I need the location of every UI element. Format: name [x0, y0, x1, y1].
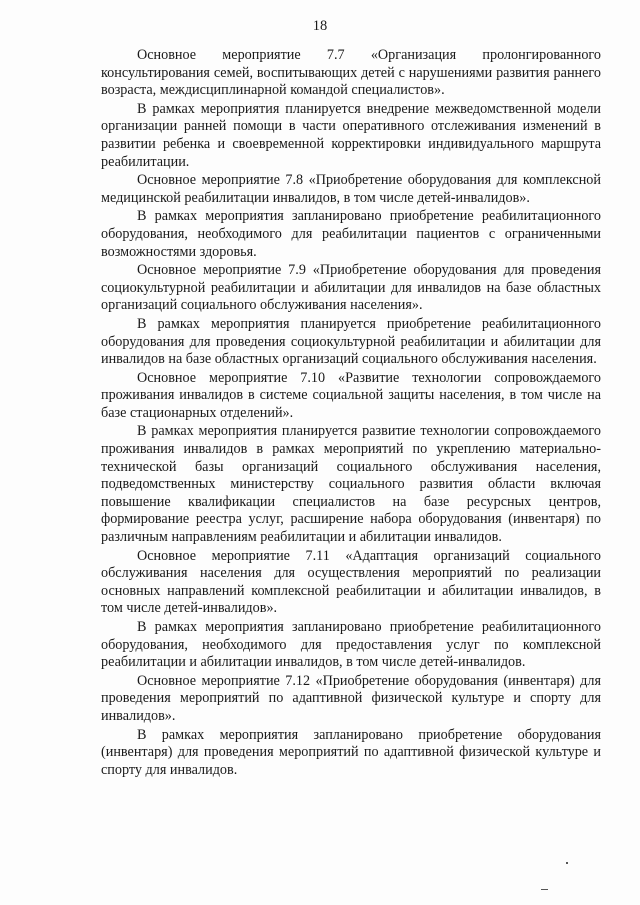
scan-artifact — [541, 889, 548, 890]
paragraph-7-12-description: В рамках мероприятия запланировано приобретение оборудования (инвентаря) для проведения мероприятий по адаптивной физической культуре и спорту для инвалидов. — [101, 726, 601, 778]
page-number: 18 — [312, 18, 328, 34]
paragraph-7-8-description: В рамках мероприятия запланировано приобретение реабилитационного оборудования, необходимого для реабилитации пациентов с ограниченными возможностями здоровья. — [101, 208, 601, 260]
paragraph-7-10-description: В рамках мероприятия планируется развитие технологии сопровождаемого проживания инвалидов в рамках мероприятий по укреплению материально-технической базы организаций социального обслуживания населения, подведомственных министерству социального развития области включая повышение квалификации специалистов на базе ресурсных центров, формирование реестра услуг, расширение набора оборудования (инвентаря) по различным направлениям реабилитации и абилитации инвалидов. — [101, 423, 601, 546]
paragraph-7-10-title: Основное мероприятие 7.10 «Развитие технологии сопровождаемого проживания инвалидов в системе социальной защиты населения, в том числе на базе стационарных отделений». — [101, 369, 601, 421]
document-body — [101, 47, 601, 780]
paragraph-7-11-description: В рамках мероприятия запланировано приобретение реабилитационного оборудования, необходимого для предоставления услуг по комплексной реабилитации и абилитации инвалидов, в том числе детей-инвалидов. — [101, 619, 601, 671]
paragraph-7-11-title: Основное мероприятие 7.11 «Адаптация организаций социального обслуживания населения для осуществления мероприятий по реализации основных направлений комплексной реабилитации и абилитации инвалидов, в том числе детей-инвалидов». — [101, 547, 601, 617]
paragraph-7-7-title: Основное мероприятие 7.7 «Организация пролонгированного консультирования семей, воспитывающих детей с нарушениями развития раннего возраста, междисциплинарной командой специалистов». — [101, 47, 601, 99]
paragraph-7-12-title: Основное мероприятие 7.12 «Приобретение оборудования (инвентаря) для проведения мероприятий по адаптивной физической культуре и спорту для инвалидов». — [101, 672, 601, 724]
paragraph-7-8-title: Основное мероприятие 7.8 «Приобретение оборудования для комплексной медицинской реабилитации инвалидов, в том числе детей-инвалидов». — [101, 172, 601, 206]
scan-artifact — [566, 862, 568, 864]
paragraph-7-9-description: В рамках мероприятия планируется приобретение реабилитационного оборудования для проведения социокультурной реабилитации и абилитации для инвалидов на базе областных организаций социального обслуживания населения. — [101, 315, 601, 368]
paragraph-7-7-description: В рамках мероприятия планируется внедрение межведомственной модели организации ранней помощи в части оперативного отслеживания изменений в развитии ребенка и своевременной корректировки индивидуального маршрута реабилитации. — [101, 100, 601, 170]
paragraph-7-9-title: Основное мероприятие 7.9 «Приобретение оборудования для проведения социокультурной реабилитации и абилитации для инвалидов на базе областных организаций социального обслуживания населения». — [101, 262, 601, 314]
